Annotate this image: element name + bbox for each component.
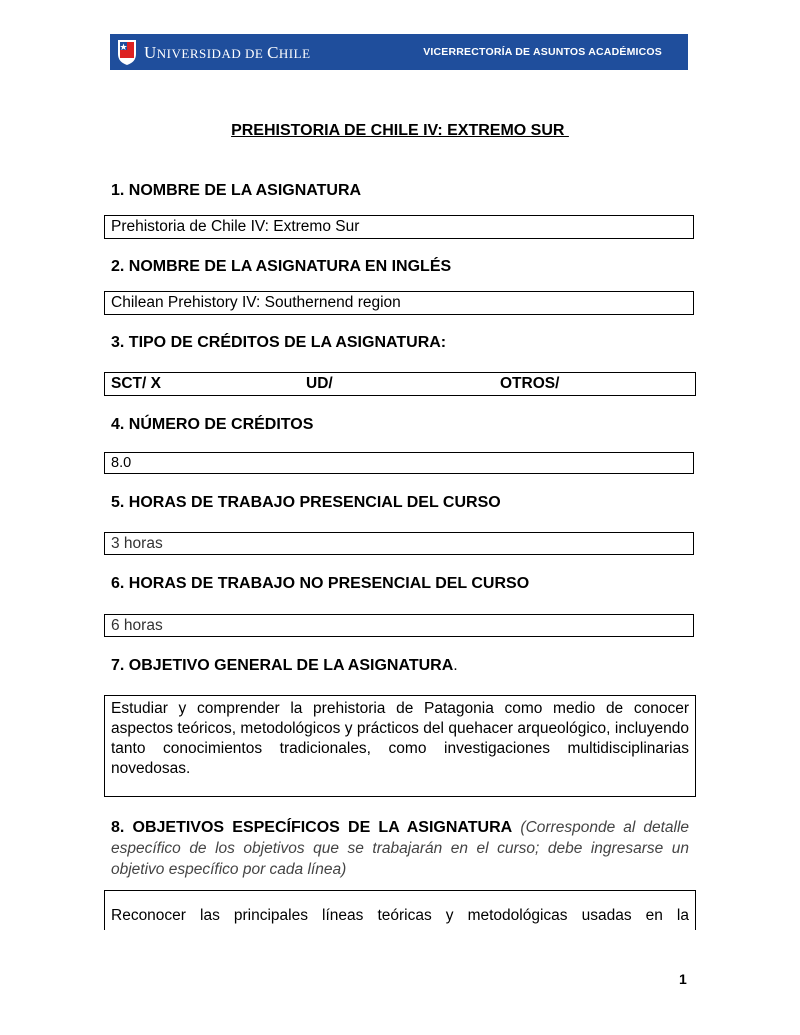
specific-objectives-box (104, 890, 696, 930)
page-number: 1 (679, 971, 687, 987)
section-2-value-box: Chilean Prehistory IV: Southernend region (104, 291, 694, 315)
credit-sct: SCT/ X (111, 375, 161, 392)
section-5-value-box: 3 horas (104, 532, 694, 555)
section-4-value-box: 8.0 (104, 452, 694, 474)
section-6-heading: 6. HORAS DE TRABAJO NO PRESENCIAL DEL CURSO (111, 575, 530, 592)
university-name: UNIVERSIDAD DE CHILE (144, 43, 311, 62)
credit-ud: UD/ (306, 375, 333, 392)
vicerrectoria-label: VICERRECTORÍA DE ASUNTOS ACADÉMICOS (423, 46, 662, 58)
section-8-heading: 8. OBJETIVOS ESPECÍFICOS DE LA ASIGNATURA (Corresponde al detalle específico de los objetivos que se trabajarán en el curso; debe ingresarse un objetivo específico por cada línea) (111, 819, 690, 878)
section-8-note: (Corresponde al detalle específico de los objetivos que se trabajarán en el curso; debe ingresarse un objetivo específico por cada línea) (111, 819, 690, 878)
section-3-heading: 3. TIPO DE CRÉDITOS DE LA ASIGNATURA: (111, 334, 447, 351)
university-shield-icon (116, 38, 138, 66)
general-objective-box: Estudiar y comprender la prehistoria de Patagonia como medio de conocer aspectos teóricos, metodológicos y prácticos del quehacer arqueológico, incluyendo tanto conocimientos tradicionales, como investigaciones multidisciplinarias novedosas. (104, 695, 696, 797)
university-header-banner (110, 34, 688, 70)
section-4-heading: 4. NÚMERO DE CRÉDITOS (111, 416, 314, 433)
section-5-heading: 5. HORAS DE TRABAJO PRESENCIAL DEL CURSO (111, 494, 501, 511)
credit-otros: OTROS/ (500, 375, 560, 392)
section-6-value-box: 6 horas (104, 614, 694, 637)
section-7-heading: 7. OBJETIVO GENERAL DE LA ASIGNATURA. (111, 657, 458, 674)
section-2-heading: 2. NOMBRE DE LA ASIGNATURA EN INGLÉS (111, 258, 452, 275)
section-1-value-box: Prehistoria de Chile IV: Extremo Sur (104, 215, 694, 239)
section-1-heading: 1. NOMBRE DE LA ASIGNATURA (111, 182, 362, 199)
specific-objective-item: Reconocer las principales líneas teóricas y metodológicas usadas en la (111, 907, 689, 924)
document-title: PREHISTORIA DE CHILE IV: EXTREMO SUR (231, 122, 569, 139)
credit-type-row (104, 372, 696, 396)
